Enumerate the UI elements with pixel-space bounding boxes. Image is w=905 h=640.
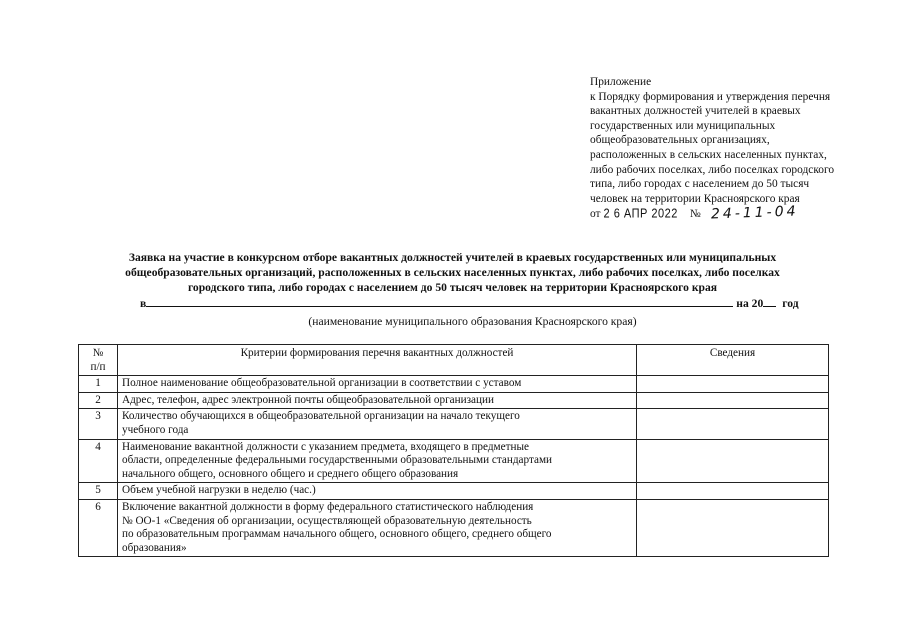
row-info-cell[interactable] xyxy=(637,439,829,483)
document-number: 24-11-04 xyxy=(710,203,799,223)
row-num: 3 xyxy=(79,409,118,439)
appendix-line: типа, либо городах с населением до 50 тысяч xyxy=(590,178,810,191)
number-prefix: № xyxy=(689,208,701,221)
appendix-line: к Порядку формирования и утверждения перечня xyxy=(590,90,831,103)
criteria-table xyxy=(78,344,829,557)
year-prefix: на 20 xyxy=(736,297,764,310)
date-stamp: 2 6 АПР 2022 xyxy=(603,207,678,222)
row-info-cell[interactable] xyxy=(637,499,829,556)
table-row xyxy=(79,409,829,439)
row-info-cell[interactable] xyxy=(637,376,829,393)
criteria-line: № ОО-1 «Сведения об организации, осуществляющей образовательную деятельность xyxy=(122,514,532,527)
appendix-line: государственных или муниципальных xyxy=(590,119,776,132)
row-info-cell[interactable] xyxy=(637,409,829,439)
v-prefix: в xyxy=(140,297,147,310)
table-row xyxy=(79,439,829,483)
row-num: 4 xyxy=(79,439,118,483)
row-criteria xyxy=(118,499,637,556)
document-title xyxy=(90,250,815,296)
municipality-hint: (наименование муниципального образования Красноярского края) xyxy=(308,315,637,328)
criteria-line: Полное наименование общеобразовательной организации в соответствии с уставом xyxy=(122,377,522,390)
criteria-line: образования» xyxy=(122,541,187,554)
row-num: 6 xyxy=(79,499,118,556)
criteria-line: области, определенные федеральными государственными образовательными стандартами xyxy=(122,454,553,467)
appendix-line: Приложение xyxy=(590,76,652,88)
criteria-line: Включение вакантной должности в форму федерального статистического наблюдения xyxy=(122,500,534,513)
header-num-line: № xyxy=(92,347,104,359)
row-criteria xyxy=(118,439,637,483)
row-criteria xyxy=(118,392,637,409)
date-prefix: от xyxy=(590,208,601,221)
criteria-line: по образовательным программам начального общего, основного общего, среднего общего xyxy=(122,528,552,541)
table-row xyxy=(79,376,829,393)
title-line: Заявка на участие в конкурсном отборе вакантных должностей учителей в краевых государственных или муниципальных xyxy=(128,251,777,264)
row-info-cell[interactable] xyxy=(637,483,829,500)
criteria-line: Количество обучающихся в общеобразовательной организации на начало текущего xyxy=(122,410,520,423)
municipality-blank[interactable] xyxy=(146,296,733,307)
criteria-line: учебного года xyxy=(122,423,189,436)
criteria-line: начального общего, основного общего и среднего общего образования xyxy=(122,467,459,480)
row-criteria xyxy=(118,483,637,500)
appendix-line: либо рабочих поселках, либо поселках городского xyxy=(590,163,835,176)
criteria-line: Наименование вакантной должности с указанием предмета, входящего в предметные xyxy=(122,440,529,453)
appendix-line: человек на территории Красноярского края xyxy=(590,192,800,205)
appendix-line: расположенных в сельских населенных пунктах, xyxy=(590,148,827,161)
criteria-line: Объем учебной нагрузки в неделю (час.) xyxy=(122,484,316,497)
appendix-block xyxy=(590,75,890,222)
appendix-line: общеобразовательных организациях, xyxy=(590,134,770,147)
row-num: 2 xyxy=(79,392,118,409)
appendix-line: вакантных должностей учителей в краевых xyxy=(590,105,801,118)
table-row xyxy=(79,483,829,500)
row-num: 1 xyxy=(79,376,118,393)
criteria-line: Адрес, телефон, адрес электронной почты общеобразовательной организации xyxy=(122,393,494,406)
table-row xyxy=(79,499,829,556)
header-criteria: Критерии формирования перечня вакантных должностей xyxy=(118,345,637,376)
year-blank[interactable] xyxy=(763,296,776,307)
date-number-line xyxy=(590,203,890,223)
header-num xyxy=(79,345,118,376)
title-line: городского типа, либо городах с населением до 50 тысяч человек на территории Красноярского края xyxy=(187,281,718,295)
row-criteria xyxy=(118,376,637,393)
row-criteria xyxy=(118,409,637,439)
header-info: Сведения xyxy=(637,345,829,376)
municipality-line xyxy=(140,296,805,310)
header-num-line: п/п xyxy=(90,360,106,373)
year-suffix: год xyxy=(782,297,799,310)
table-header-row xyxy=(79,345,829,376)
title-line: общеобразовательных организаций, расположенных в сельских населенных пунктах, либо рабочих поселках, либо поселках xyxy=(125,266,780,280)
table-row xyxy=(79,392,829,409)
row-info-cell[interactable] xyxy=(637,392,829,409)
row-num: 5 xyxy=(79,483,118,500)
